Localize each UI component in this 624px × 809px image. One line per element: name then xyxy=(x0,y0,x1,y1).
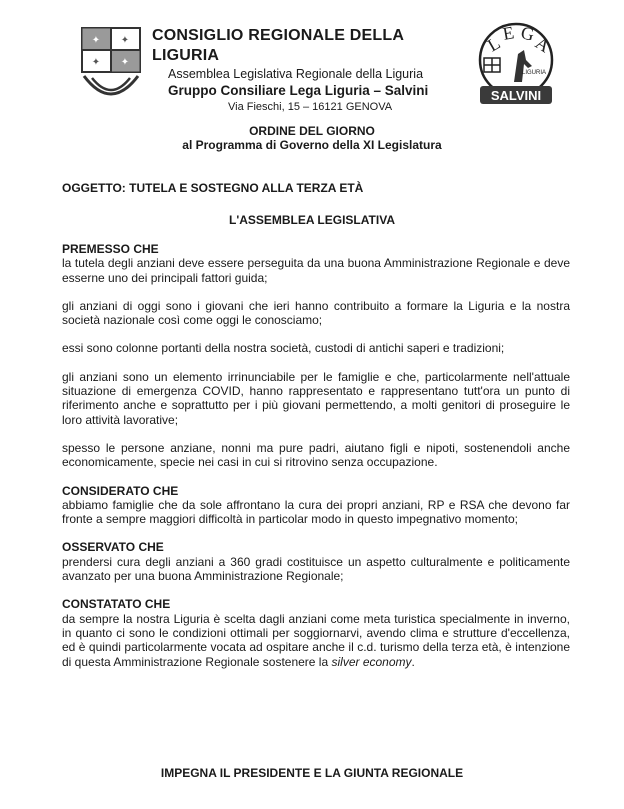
osservato-paragraph: prendersi cura degli anziani a 360 gradi costituisce un aspetto culturalmente e politicamente avanzato per una buona Amministrazione Regionale; xyxy=(62,554,570,584)
document-subtitle: al Programma di Governo della XI Legislatura xyxy=(182,138,442,152)
considerato-heading: CONSIDERATO CHE xyxy=(62,483,179,498)
assembly-name: Assemblea Legislativa Regionale della Liguria xyxy=(168,67,424,81)
osservato-heading: OSSERVATO CHE xyxy=(62,540,164,555)
address: Via Fieschi, 15 – 16121 GENOVA xyxy=(228,101,393,113)
document-title: ORDINE DEL GIORNO xyxy=(249,124,375,138)
svg-text:L: L xyxy=(484,32,504,56)
constatato-end: . xyxy=(411,654,415,669)
svg-text:LIGURIA: LIGURIA xyxy=(521,70,547,76)
premesso-heading: PREMESSO CHE xyxy=(62,242,159,256)
premesso-paragraph-2: gli anziani di oggi sono i giovani che ieri hanno contribuito a formare la Liguria e la nostra società nazionale così come oggi le conosciamo; xyxy=(62,298,570,328)
liguria-crest-icon xyxy=(78,26,144,106)
council-name: CONSIGLIO REGIONALE DELLA LIGURIA xyxy=(152,27,404,64)
institution-header xyxy=(152,26,472,114)
constatato-text: da sempre la nostra Liguria è scelta dagli anziani come meta turistica specialmente in inverno, in quanto ci sono le condizioni ottimali per soggiornarvi, avendo clima e strutture d'eccellenza, ed è quindi particolarmente vocata ad ospitare anche il c.d. turismo della terza età, è intenzione di questa Amministrazione Regionale sostenere la xyxy=(62,611,570,669)
premesso-paragraph-3: essi sono colonne portanti della nostra società, custodi di antichi saperi e tradizioni; xyxy=(62,341,505,356)
svg-text:E: E xyxy=(501,22,516,44)
svg-text:✦: ✦ xyxy=(120,57,130,68)
svg-text:✦: ✦ xyxy=(120,35,130,46)
svg-text:SALVINI: SALVINI xyxy=(490,88,542,103)
constatato-paragraph xyxy=(62,612,570,669)
svg-text:G: G xyxy=(519,22,537,45)
premesso-paragraph-1: la tutela degli anziani deve essere perseguita da una buona Amministrazione Regionale e deve esserne uno dei principali fattori guida; xyxy=(62,256,570,285)
considerato-paragraph: abbiamo famiglie che da sole affrontano la cura dei propri anziani, RP e RSA che devono far fronte a sempre maggiori difficoltà in particolar modo in questo impegnativo momento; xyxy=(62,497,570,527)
constatato-heading: CONSTATATO CHE xyxy=(62,597,171,612)
silver-economy-term: silver economy xyxy=(331,654,412,669)
document-body xyxy=(62,242,570,683)
lega-salvini-logo-icon xyxy=(472,20,560,112)
svg-text:✦: ✦ xyxy=(91,35,101,46)
svg-text:A: A xyxy=(531,32,554,57)
group-name: Gruppo Consiliare Lega Liguria – Salvini xyxy=(168,83,429,98)
commitment-heading: IMPEGNA IL PRESIDENTE E LA GIUNTA REGIONALE xyxy=(160,766,464,780)
svg-text:✦: ✦ xyxy=(91,57,101,68)
assembly-heading: L'ASSEMBLEA LEGISLATIVA xyxy=(229,213,395,227)
subject-line: OGGETTO: TUTELA E SOSTEGNO ALLA TERZA ETÀ xyxy=(62,181,364,195)
premesso-paragraph-5: spesso le persone anziane, nonni ma pure padri, aiutano figli e nipoti, sostenendoli anche economicamente, specie nei casi in cui si ritrovino senza occupazione. xyxy=(62,440,570,470)
premesso-paragraph-4: gli anziani sono un elemento irrinunciabile per le famiglie e che, particolarmente nell'attuale situazione di emergenza COVID, hanno rappresentato e rappresentano tutt'ora un punto di riferimento anche e soprattutto per i più giovani permettendo, a molti genitori di proseguire le loro attività lavorative; xyxy=(62,369,570,427)
